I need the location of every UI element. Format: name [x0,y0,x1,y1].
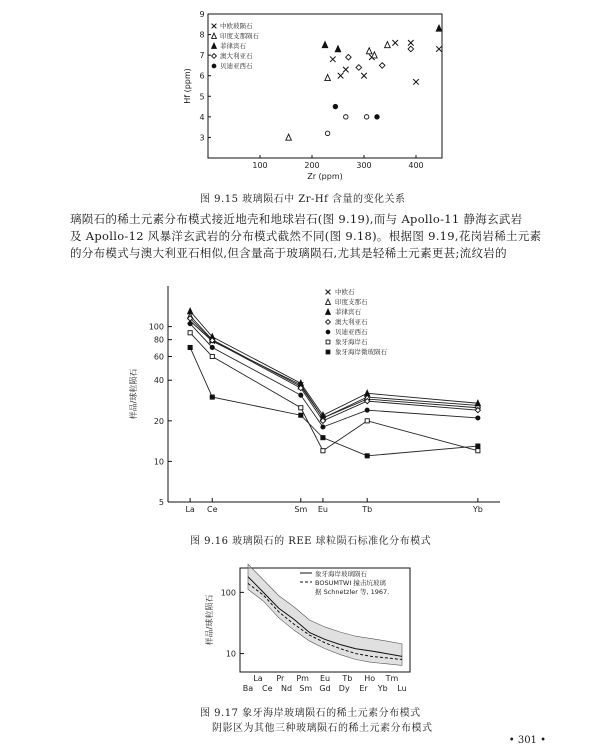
f917-top-label: Pm [296,674,309,683]
f916-point [188,345,192,349]
f916-legend-marker [326,309,331,314]
f916-series-line [190,347,478,455]
f917-top-label: Pr [276,674,285,683]
f917-top-label: Eu [319,674,331,683]
figure-9-16-chart [120,282,520,522]
f916-point [299,406,303,410]
f916-legend-marker [326,299,331,304]
paragraph-line-2: 及 Apollo-12 风暴洋玄武岩的分布模式截然不同(图 9.18)。根据图 9.19,花岗岩稀土元素 [70,229,542,243]
f915-xtick-label: 100 [252,161,268,170]
f915-point [338,73,344,79]
f916-point [476,449,480,453]
f916-point [210,395,214,399]
f916-series-line [190,324,478,427]
f916-xtick-label: Tb [362,505,373,514]
f915-legend-marker [212,43,217,48]
f917-top-label: Tm [385,674,399,683]
f916-xtick-label: Eu [317,505,328,514]
f917-bottom-label: Lu [397,684,407,693]
f916-point [299,413,303,417]
f916-point [365,454,369,458]
f916-point [365,408,369,412]
f915-point [379,63,385,69]
f915-point [286,134,292,140]
page-number: • 301 • [508,735,546,746]
f916-point [299,393,303,397]
f915-ytick-label: 5 [199,92,205,102]
f917-legend-label: 据 Schnetzler 等, 1967. [315,588,390,596]
f915-ytick-label: 9 [199,10,205,19]
f915-legend-marker [212,64,216,68]
f915-point [333,104,337,108]
f915-point [335,46,341,52]
f916-point [476,416,480,420]
f916-ytick-label: 20 [153,416,164,426]
f915-ytick-label: 4 [199,112,205,122]
f916-legend-label: 印度支那石 [335,298,368,306]
f916-series-line [190,318,478,420]
f916-ylabel: 样品/球粒陨石 [129,368,138,420]
f915-point [385,42,391,48]
f915-ytick-label: 3 [199,133,205,143]
f915-ytick-label: 6 [199,71,205,81]
f917-bottom-label: Nd [280,684,293,693]
f915-marks [286,25,442,140]
f915-point [346,54,352,60]
f916-legend-label: 象牙海岸微玻陨石 [335,348,387,356]
f916-legend-label: 贝迪亚西石 [335,328,368,336]
f917-top-label: Ho [364,674,376,683]
f916-xtick-label: La [185,505,195,514]
f916-ytick-label: 5 [158,498,164,507]
f916-point [321,425,325,429]
f915-legend-label: 贝迪亚西石 [220,62,253,70]
body-paragraph [70,211,540,262]
f915-point [366,48,372,54]
f915-point [436,25,442,31]
f917-bottom-label: Ba [242,684,254,693]
f915-point [375,115,379,119]
f915-legend-marker [212,54,217,59]
f917-ytick-label: 100 [220,588,236,598]
f916-legend [326,287,388,356]
f915-legend-label: 印度支那陨石 [220,32,259,40]
f916-point [321,436,325,440]
f915-xtick-label: 400 [408,161,424,170]
f916-marks [188,308,481,458]
f916-series-line [190,316,478,418]
f916-legend-marker [326,350,330,354]
f915-legend-marker [212,33,217,38]
f916-legend-marker [326,340,330,344]
f916-legend-marker [326,320,331,325]
f915-point [364,115,368,119]
f916-point [210,345,214,349]
f916-series-line [190,321,478,418]
f916-xtick-label: Yb [472,505,483,514]
figure-9-15-caption: 图 9.15 玻璃陨石中 Zr-Hf 含量的变化关系 [200,194,406,205]
f915-ytick-label: 8 [199,30,205,40]
f916-ytick-label: 10 [153,457,164,467]
figure-9-15-chart [180,8,450,183]
f917-top-label: Tb [342,674,353,683]
f917-ytick-label: 10 [225,649,236,659]
f916-ytick-label: 80 [153,335,164,345]
f917-bottom-label: Er [359,684,368,693]
f917-legend-label: 象牙海岸玻璃陨石 [315,570,367,578]
f915-point [408,40,414,46]
f915-point [392,40,398,46]
f915-point [325,131,329,135]
f916-point [188,331,192,335]
f916-xtick-label: Sm [294,505,308,514]
f916-point [210,354,214,358]
f916-ytick-label: 100 [148,322,164,332]
f916-point [321,449,325,453]
f916-point [365,419,369,423]
f916-legend-label: 中欧石 [335,288,355,296]
figure-9-17-chart [200,562,430,702]
f915-point [356,65,362,71]
f916-ytick-label: 60 [153,352,164,362]
f915-legend-marker [212,24,217,29]
f915-point [344,115,348,119]
f915-point [408,46,414,52]
paragraph-line-1: 璃陨石的稀土元素分布模式接近地壳和地球岩石(图 9.19),而与 Apollo-11 静海玄武岩 [70,212,523,226]
f915-point [436,46,442,52]
f917-bottom-label: Ce [261,684,273,693]
f915-legend [212,21,260,70]
f916-legend-label: 澳大利亚石 [335,318,368,326]
f916-legend-marker [326,330,330,334]
f915-point [325,74,331,80]
f916-xtick-label: Ce [207,505,218,514]
f917-bottom-label: Sm [299,684,313,693]
figure-9-17-caption-1: 图 9.17 象牙海岸玻璃陨石的稀土元素分布模式 [200,708,421,719]
f915-legend-label: 中欧玻陨石 [220,22,253,30]
f917-bottom-label: Yb [377,684,388,693]
f915-point [372,52,378,58]
f916-legend-label: 菲律宾石 [335,308,361,316]
f917-bottom-label: Dy [338,684,350,693]
figure-9-16-caption: 图 9.16 玻璃陨石的 REE 球粒陨石标准化分布模式 [190,536,432,547]
f916-point [476,444,480,448]
f917-bottom-label: Gd [319,684,331,693]
f917-legend-label: BOSUMTWI 撞击坑玻璃 [315,579,386,587]
f917-ylabel: 样品/球粒陨石 [205,594,214,646]
f917-top-label: La [253,674,263,683]
f916-legend-marker [326,290,331,295]
f915-point [343,67,349,73]
f915-xtick-label: 200 [304,161,320,170]
f915-point [330,56,336,62]
f915-ytick-label: 7 [199,51,205,61]
f915-legend-label: 菲律宾石 [220,42,246,50]
f916-series-line [190,311,478,415]
f916-point [188,308,193,314]
f915-legend-label: 澳大利亚石 [220,52,253,60]
f915-ylabel: Hf (ppm) [183,68,192,104]
f916-ytick-label: 40 [153,376,164,386]
f916-legend-label: 象牙海岸石 [335,338,368,346]
f915-point [413,79,419,85]
f915-xtick-label: 300 [356,161,372,170]
paragraph-line-3: 的分布模式与澳大利亚石相似,但含量高于玻璃陨石,尤其是轻稀土元素更甚;流纹岩的 [70,246,507,260]
f915-xlabel: Zr (ppm) [307,172,343,181]
f916-point [188,322,192,326]
f915-point [322,42,328,48]
figure-9-17-caption-2: 阴影区为其他三种玻璃陨石的稀土元素分布模式 [212,723,433,734]
f917-legend [300,569,389,596]
f915-point [361,73,367,79]
